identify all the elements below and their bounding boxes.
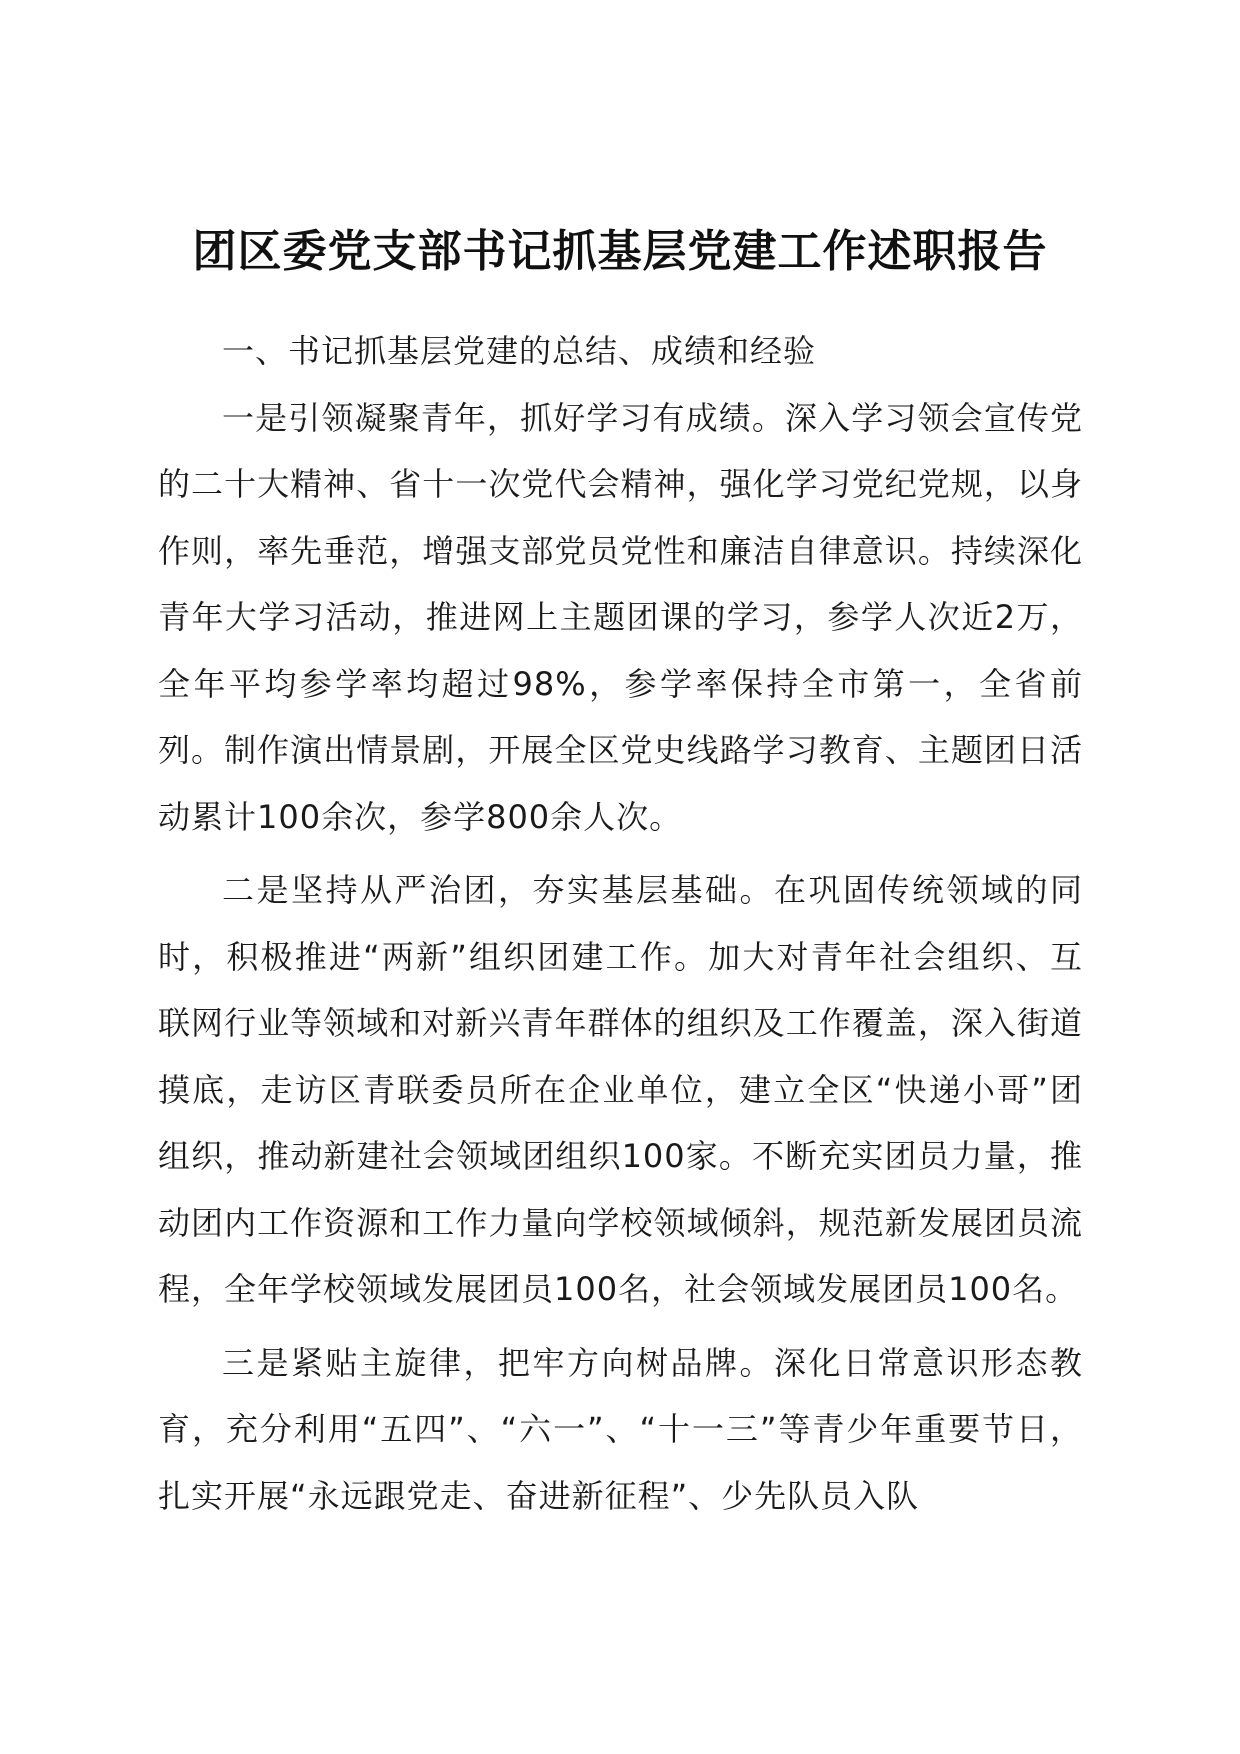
body-paragraph: 一是引领凝聚青年，抓好学习有成绩。深入学习领会宣传党的二十大精神、省十一次党代会精神，强化学习党纪党规，以身作则，率先垂范，增强支部党员党性和廉洁自律意识。持续深化青年大学习活动，推进网上主题团课的学习，参学人次近2万，全年平均参学率均超过98%，参学率保持全市第一，全省前列。制作演出情景剧，开展全区党史线路学习教育、主题团日活动累计100余次，参学800余人次。 — [158, 398, 1083, 836]
document-body — [158, 318, 1083, 1529]
body-paragraph: 二是坚持从严治团，夯实基层基础。在巩固传统领域的同时，积极推进“两新”组织团建工作。加大对青年社会组织、互联网行业等领域和对新兴青年群体的组织及工作覆盖，深入街道摸底，走访区青联委员所在企业单位，建立全区“快递小哥”团组织，推动新建社会领域团组织100家。不断充实团员力量，推动团内工作资源和工作力量向学校领域倾斜，规范新发展团员流程，全年学校领域发展团员100名，社会领域发展团员100名。 — [158, 871, 1083, 1308]
body-paragraph: 三是紧贴主旋律，把牢方向树品牌。深化日常意识形态教育，充分利用“五四”、“六一”、“十一三”等青少年重要节日，扎实开展“永远跟党走、奋进新征程”、少先队员入队 — [158, 1343, 1083, 1515]
section-heading: 一、书记抓基层党建的总结、成绩和经验 — [222, 332, 817, 370]
document-title: 团区委党支部书记抓基层党建工作述职报告 — [192, 226, 1048, 277]
